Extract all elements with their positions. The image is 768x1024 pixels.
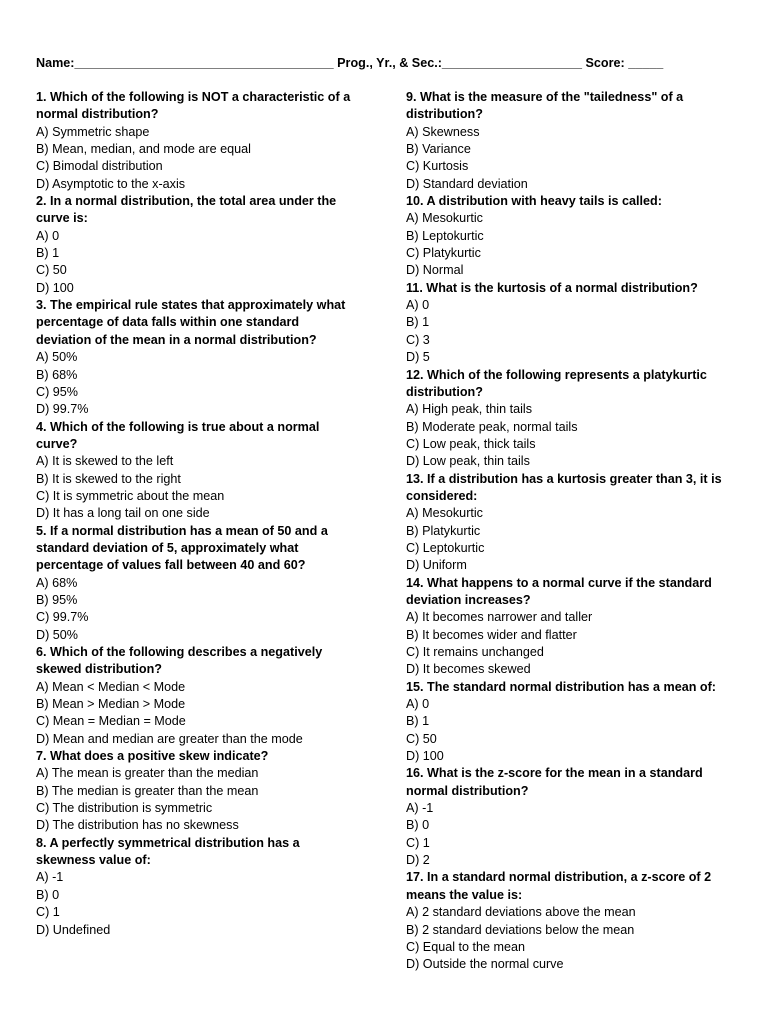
question-item: [406, 869, 736, 973]
prog-yr-sec-blank-field[interactable]: ____________________: [441, 56, 583, 70]
question-text: normal distribution?: [36, 107, 159, 122]
question-item: [36, 419, 376, 523]
answer-option: D) Undefined: [36, 922, 111, 937]
answer-option: D) Outside the normal curve: [406, 957, 564, 972]
answer-option: B) 2 standard deviations below the mean: [406, 922, 635, 937]
answer-option: B) It becomes wider and flatter: [406, 627, 577, 642]
answer-option: A) Skewness: [406, 124, 480, 139]
answer-option: A) 0: [36, 228, 60, 243]
answer-option: A) -1: [406, 801, 434, 816]
question-text: percentage of data falls within one standard: [36, 315, 300, 330]
answer-option: C) Equal to the mean: [406, 939, 526, 954]
answer-option: A) -1: [36, 870, 64, 885]
question-text: 6. Which of the following describes a negatively: [36, 645, 323, 659]
question-item: [406, 471, 736, 575]
answer-option: A) It becomes narrower and taller: [406, 610, 593, 625]
question-item: [406, 765, 736, 869]
answer-option: B) Leptokurtic: [406, 228, 484, 243]
question-item: [36, 644, 376, 748]
question-item: [36, 193, 376, 297]
question-text: deviation increases?: [406, 592, 531, 607]
answer-option: B) Moderate peak, normal tails: [406, 419, 578, 434]
question-text: means the value is:: [406, 887, 523, 902]
answer-option: C) 3: [406, 332, 430, 347]
answer-option: A) Symmetric shape: [36, 124, 150, 139]
answer-option: D) 99.7%: [36, 402, 89, 417]
answer-option: B) 1: [36, 246, 60, 261]
answer-option: B) Variance: [406, 142, 471, 157]
answer-option: C) 1: [406, 835, 430, 850]
question-item: [406, 679, 736, 766]
question-item: [36, 297, 376, 418]
answer-option: B) The median is greater than the mean: [36, 783, 259, 798]
answer-option: A) 50%: [36, 350, 78, 365]
answer-option: C) It is symmetric about the mean: [36, 488, 225, 503]
question-text: 4. Which of the following is true about a normal: [36, 419, 320, 434]
score-label: Score:: [585, 56, 625, 70]
question-text: normal distribution?: [406, 783, 529, 798]
answer-option: D) Mean and median are greater than the mode: [36, 731, 303, 746]
answer-option: D) Asymptotic to the x-axis: [36, 176, 186, 191]
answer-option: D) Normal: [406, 263, 464, 278]
question-text: 13. If a distribution has a kurtosis greater than 3, it is: [406, 471, 722, 486]
question-text: 2. In a normal distribution, the total area under the: [36, 194, 337, 209]
answer-option: A) Mean < Median < Mode: [36, 679, 186, 694]
answer-option: D) Standard deviation: [406, 176, 528, 191]
answer-option: A) It is skewed to the left: [36, 454, 174, 469]
question-item: [36, 89, 376, 193]
question-item: [406, 193, 736, 280]
answer-option: C) Platykurtic: [406, 246, 481, 261]
question-item: [406, 367, 736, 471]
question-text: considered:: [406, 488, 478, 503]
answer-option: C) The distribution is symmetric: [36, 801, 213, 816]
answer-option: A) 0: [406, 697, 430, 712]
answer-option: D) The distribution has no skewness: [36, 818, 239, 833]
answer-option: D) 100: [406, 749, 444, 764]
answer-option: A) 2 standard deviations above the mean: [406, 905, 636, 920]
question-text: skewed distribution?: [36, 662, 162, 677]
question-text: percentage of values fall between 40 and 60?: [36, 558, 306, 573]
answer-option: A) 0: [406, 298, 430, 313]
answer-option: D) It becomes skewed: [406, 662, 531, 677]
answer-option: B) 95%: [36, 592, 78, 607]
question-text: 17. In a standard normal distribution, a z-score of 2: [406, 870, 712, 885]
name-blank-field[interactable]: _____________________________________: [74, 56, 334, 70]
answer-option: D) Low peak, thin tails: [406, 454, 530, 469]
question-text: 10. A distribution with heavy tails is called:: [406, 194, 662, 209]
answer-option: D) 100: [36, 280, 74, 295]
question-text: deviation of the mean in a normal distribution?: [36, 332, 317, 347]
answer-option: C) Leptokurtic: [406, 540, 485, 555]
answer-option: C) 1: [36, 905, 60, 920]
answer-option: A) The mean is greater than the median: [36, 766, 259, 781]
answer-option: D) 5: [406, 350, 430, 365]
answer-option: A) Mesokurtic: [406, 211, 483, 226]
right-question-column: [406, 89, 736, 974]
prog-yr-sec-label: Prog., Yr., & Sec.:: [337, 56, 442, 70]
name-label: Name:: [36, 56, 75, 70]
answer-option: A) 68%: [36, 575, 78, 590]
question-text: distribution?: [406, 384, 483, 399]
student-info-header: [36, 54, 736, 72]
answer-option: B) 0: [36, 887, 60, 902]
question-text: 9. What is the measure of the "tailedness" of a: [406, 90, 684, 104]
question-item: [406, 280, 736, 367]
question-text: 1. Which of the following is NOT a characteristic of a: [36, 90, 351, 104]
answer-option: C) It remains unchanged: [406, 645, 544, 659]
question-item: [36, 748, 376, 835]
answer-option: C) Kurtosis: [406, 159, 469, 174]
answer-option: B) 0: [406, 818, 430, 833]
question-item: [36, 835, 376, 939]
answer-option: D) It has a long tail on one side: [36, 506, 210, 521]
answer-option: D) 50%: [36, 627, 78, 642]
answer-option: C) 50: [406, 731, 437, 746]
question-item: [406, 575, 736, 679]
question-text: distribution?: [406, 107, 483, 122]
answer-option: C) 50: [36, 263, 67, 278]
question-text: 11. What is the kurtosis of a normal distribution?: [406, 280, 698, 295]
answer-option: C) Low peak, thick tails: [406, 436, 536, 451]
question-text: skewness value of:: [36, 853, 151, 868]
answer-option: D) Uniform: [406, 558, 467, 573]
question-text: 14. What happens to a normal curve if the standard: [406, 575, 712, 590]
answer-option: B) It is skewed to the right: [36, 471, 181, 486]
question-text: 16. What is the z-score for the mean in a standard: [406, 766, 703, 781]
left-question-column: [36, 89, 376, 939]
answer-option: B) Mean, median, and mode are equal: [36, 142, 251, 157]
question-text: 7. What does a positive skew indicate?: [36, 749, 269, 764]
answer-option: A) Mesokurtic: [406, 506, 483, 521]
score-blank-field[interactable]: _____: [628, 56, 664, 70]
question-text: 12. Which of the following represents a platykurtic: [406, 367, 707, 382]
question-text: 3. The empirical rule states that approximately what: [36, 298, 346, 313]
answer-option: B) Platykurtic: [406, 523, 481, 538]
question-text: 8. A perfectly symmetrical distribution has a: [36, 835, 300, 850]
answer-option: C) Mean = Median = Mode: [36, 714, 186, 729]
answer-option: B) 68%: [36, 367, 78, 382]
answer-option: B) 1: [406, 315, 430, 330]
question-item: [406, 89, 736, 193]
question-text: 15. The standard normal distribution has a mean of:: [406, 679, 716, 694]
answer-option: B) 1: [406, 714, 430, 729]
answer-option: B) Mean > Median > Mode: [36, 697, 186, 712]
answer-option: C) 99.7%: [36, 610, 89, 625]
answer-option: C) 95%: [36, 384, 78, 399]
question-text: standard deviation of 5, approximately what: [36, 540, 299, 555]
answer-option: A) High peak, thin tails: [406, 402, 532, 417]
question-text: curve is:: [36, 211, 88, 226]
question-text: curve?: [36, 436, 78, 451]
question-text: 5. If a normal distribution has a mean of 50 and a: [36, 523, 328, 538]
answer-option: D) 2: [406, 853, 430, 868]
question-item: [36, 523, 376, 644]
answer-option: C) Bimodal distribution: [36, 159, 163, 174]
